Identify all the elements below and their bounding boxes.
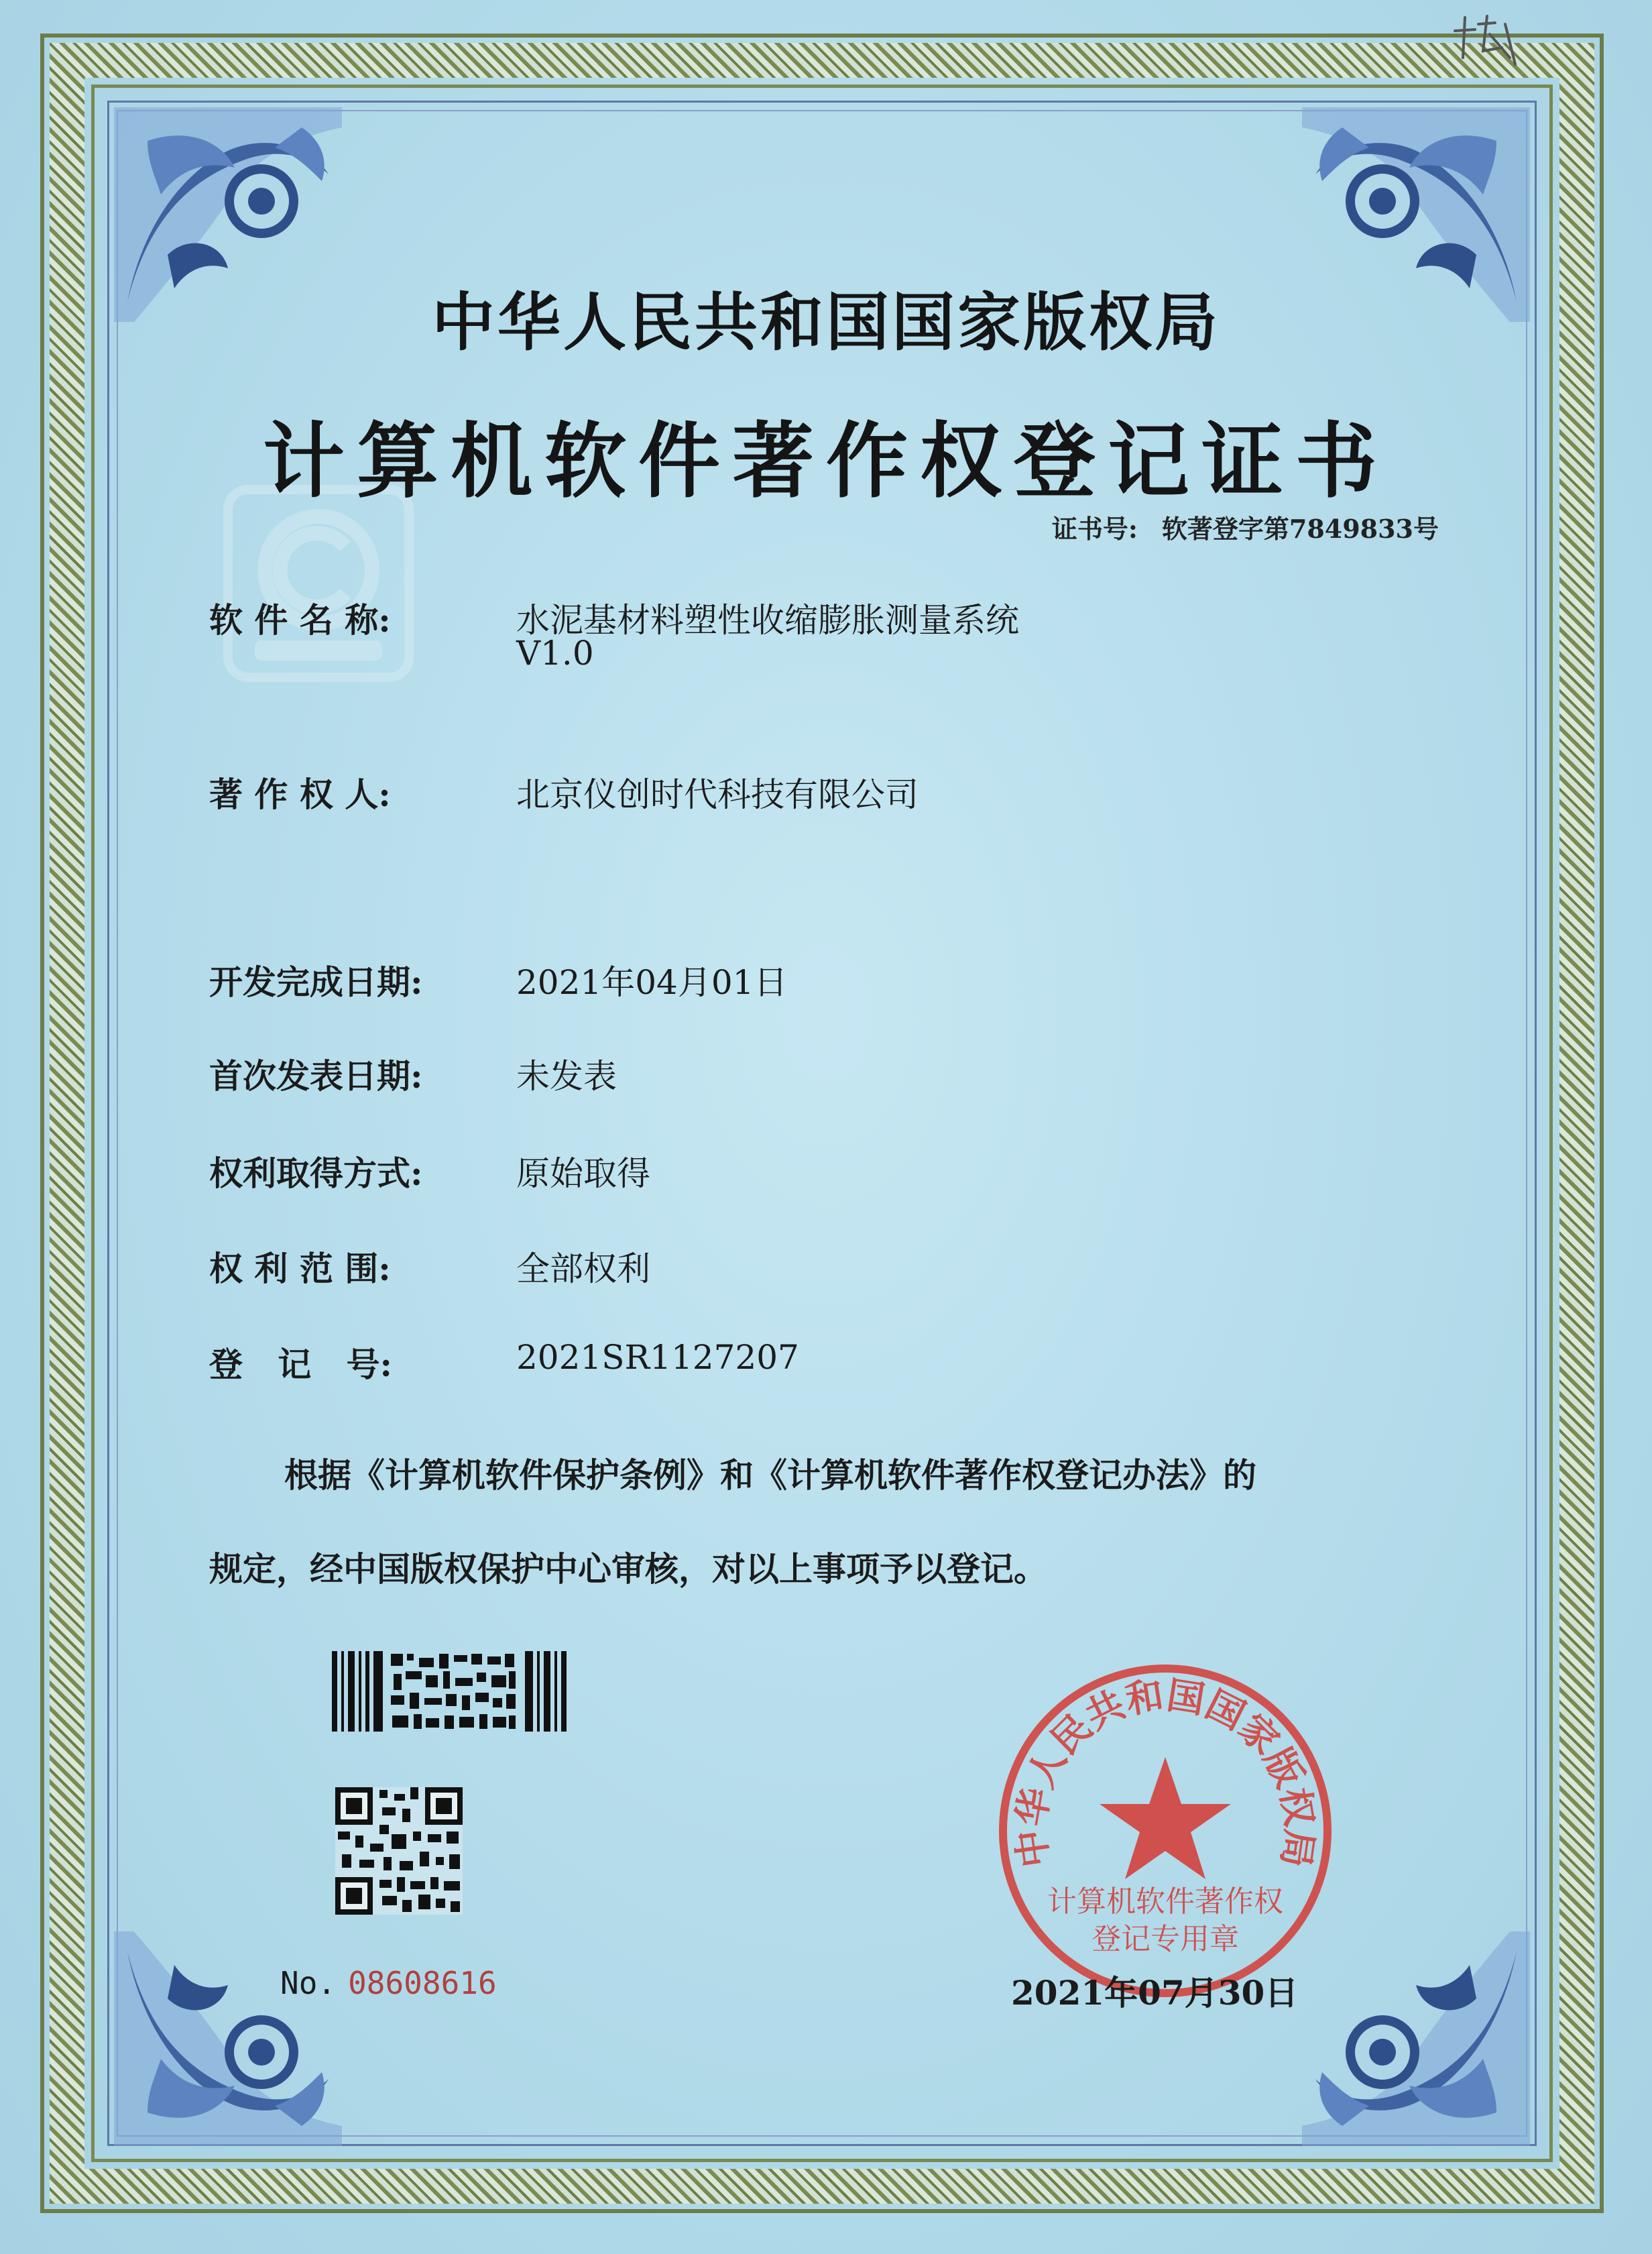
acquisition-method-label: 权利取得方式: bbox=[209, 1153, 423, 1193]
corner-ornament-icon bbox=[107, 1925, 349, 2153]
statement-line-1: 根据《计算机软件保护条例》和《计算机软件著作权登记办法》的 bbox=[284, 1455, 1256, 1495]
registration-number-value: 2021SR1127207 bbox=[516, 1338, 799, 1377]
acquisition-method-value: 原始取得 bbox=[516, 1154, 650, 1193]
copyright-owner-value: 北京仪创时代科技有限公司 bbox=[516, 775, 919, 814]
development-date-label: 开发完成日期: bbox=[209, 962, 423, 1002]
seal-inner-line-2: 登记专用章 bbox=[1092, 1922, 1239, 1956]
certificate-number-value: 软著登字第7849833号 bbox=[1161, 514, 1439, 544]
issuing-authority: 中华人民共和国国家版权局 bbox=[431, 286, 1220, 359]
software-name-label: 软 件 名 称: bbox=[209, 600, 391, 640]
software-version-value: V1.0 bbox=[516, 634, 594, 673]
statement-line-2: 规定，经中国版权保护中心审核，对以上事项予以登记。 bbox=[209, 1549, 1047, 1589]
copyright-watermark-icon bbox=[221, 483, 416, 684]
copyright-owner-label: 著 作 权 人: bbox=[209, 775, 391, 814]
certificate-number-label: 证书号: bbox=[1051, 514, 1138, 544]
issue-date: 2021年07月30日 bbox=[1011, 1973, 1299, 2013]
publication-date-label: 首次发表日期: bbox=[209, 1056, 423, 1096]
rights-scope-label: 权 利 范 围: bbox=[209, 1249, 391, 1288]
seal-inner-line-1: 计算机软件著作权 bbox=[1047, 1884, 1283, 1919]
serial-value: 08608616 bbox=[348, 1965, 497, 2001]
handwritten-mark bbox=[1448, 11, 1522, 71]
publication-date-value: 未发表 bbox=[516, 1057, 617, 1096]
seal-star-icon bbox=[1100, 1757, 1231, 1879]
registration-number-label: 登 记 号: bbox=[209, 1345, 392, 1384]
serial-prefix: No. bbox=[280, 1965, 337, 2001]
software-name-value: 水泥基材料塑性收缩膨胀测量系统 bbox=[516, 601, 1019, 640]
seal-outer-text: 中华人民共和国国家版权局 bbox=[1008, 1673, 1322, 1870]
serial-number bbox=[280, 1965, 497, 2001]
development-date-value: 2021年04月01日 bbox=[516, 963, 788, 1002]
qr-code-icon bbox=[335, 1787, 463, 1915]
certificate-number bbox=[1052, 508, 1439, 545]
barcode-icon bbox=[332, 1651, 570, 1732]
official-seal bbox=[991, 1656, 1340, 2005]
rights-scope-value: 全部权利 bbox=[516, 1249, 650, 1288]
document-title: 计算机软件著作权登记证书 bbox=[263, 412, 1389, 509]
